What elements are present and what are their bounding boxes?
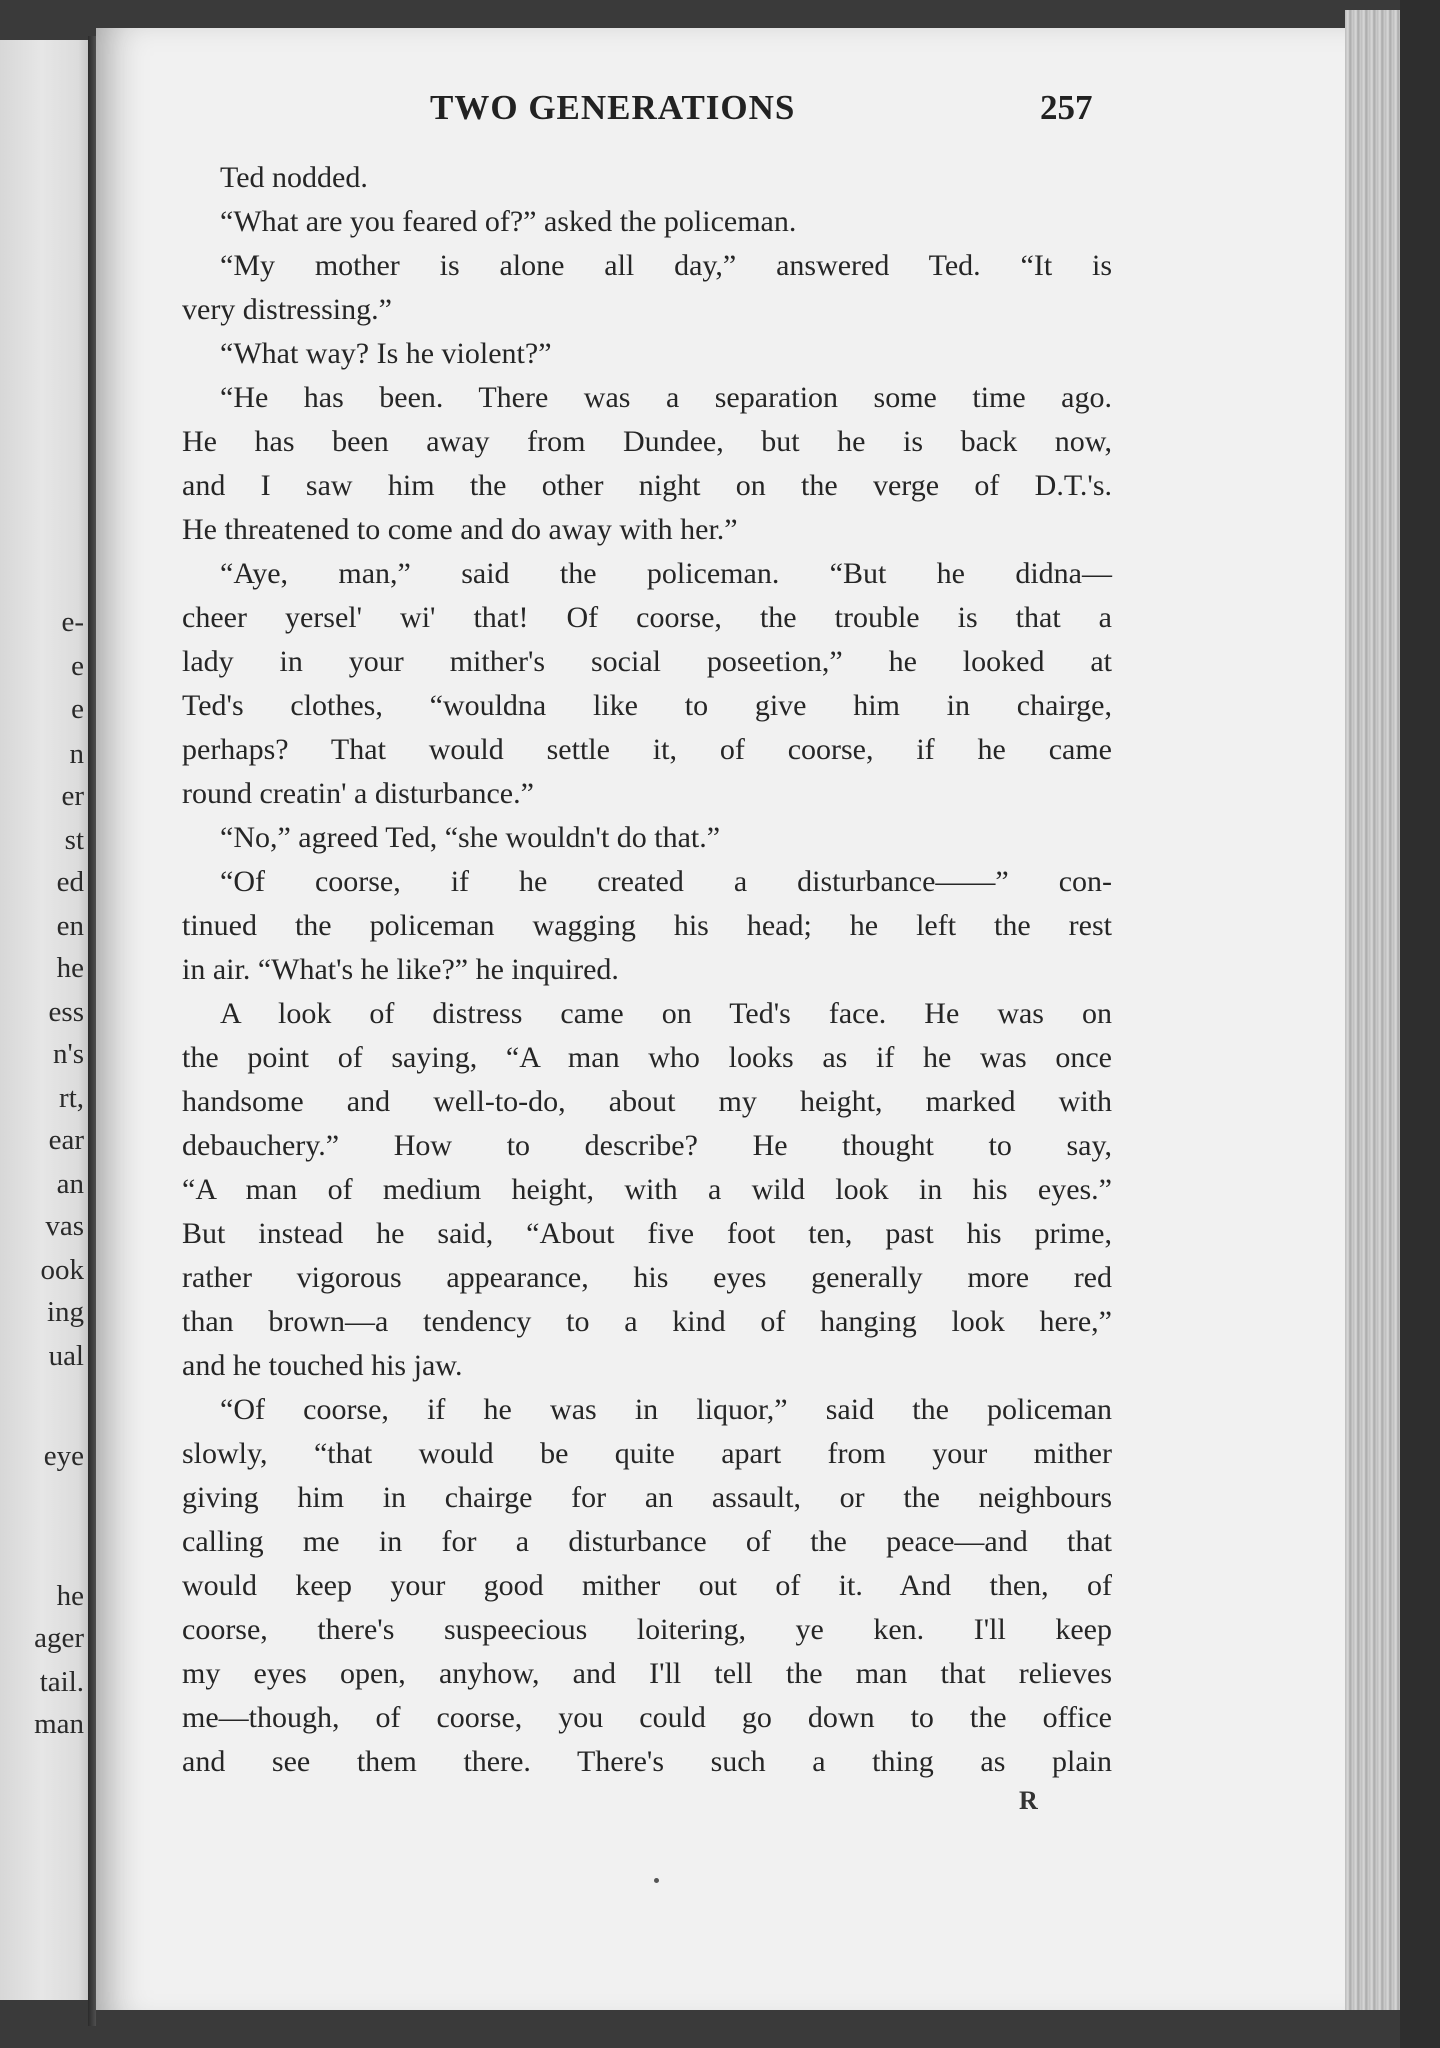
left-page-fragment: e: [71, 650, 84, 682]
text-line: “What are you feared of?” asked the policeman.: [220, 205, 797, 238]
left-page-fragment: an: [56, 1168, 84, 1200]
left-page-fragment: n's: [52, 1038, 84, 1070]
left-page-fragment: he: [56, 952, 84, 984]
text-line: “My mother is alone all day,” answered Ted. “It is: [220, 249, 1112, 282]
text-line: “What way? Is he violent?”: [220, 337, 552, 370]
text-line: slowly, “that would be quite apart from your mither: [182, 1437, 1112, 1470]
left-page-fragment: e: [71, 693, 84, 725]
left-page-fragment: tail.: [39, 1666, 84, 1698]
left-page-fragment: ual: [48, 1340, 84, 1372]
left-page-fragment: ing: [46, 1296, 84, 1328]
left-page-fragment: vas: [45, 1210, 84, 1242]
text-line: debauchery.” How to describe? He thought to say,: [182, 1129, 1112, 1162]
text-line: He threatened to come and do away with her.”: [182, 513, 738, 546]
left-page-fragment: man: [34, 1708, 84, 1740]
text-line: “A man of medium height, with a wild look in his eyes.”: [182, 1173, 1112, 1206]
left-page-fragment: ear: [48, 1124, 84, 1156]
paper-speck: [654, 1878, 659, 1883]
text-line: my eyes open, anyhow, and I'll tell the man that relieves: [182, 1657, 1112, 1690]
left-page-fragment: rt,: [59, 1082, 84, 1114]
text-line: He has been away from Dundee, but he is back now,: [182, 425, 1112, 458]
text-line: Ted's clothes, “wouldna like to give him in chairge,: [182, 689, 1112, 722]
text-line: and see them there. There's such a thing as plain: [182, 1745, 1112, 1778]
text-line: round creatin' a disturbance.”: [182, 777, 534, 810]
text-line: giving him in chairge for an assault, or the neighbours: [182, 1481, 1112, 1514]
page-number: 257: [1040, 88, 1093, 127]
page-header: [96, 88, 1366, 138]
left-page-fragment: eye: [43, 1440, 84, 1472]
text-line: lady in your mither's social poseetion,” he looked at: [182, 645, 1112, 678]
left-page-fragment: he: [56, 1580, 84, 1612]
left-page-fragment: en: [56, 910, 84, 942]
text-line: the point of saying, “A man who looks as if he was once: [182, 1041, 1112, 1074]
text-line: perhaps? That would settle it, of coorse, if he came: [182, 733, 1112, 766]
text-line: in air. “What's he like?” he inquired.: [182, 953, 619, 986]
text-line: and I saw him the other night on the verge of D.T.'s.: [182, 469, 1112, 502]
left-page-fragment: ed: [56, 866, 84, 898]
body-text: [182, 156, 1112, 1784]
left-page-fragment: e-: [61, 606, 84, 638]
text-line: very distressing.”: [182, 293, 392, 326]
running-title: TWO GENERATIONS: [430, 88, 796, 127]
text-line: me—though, of coorse, you could go down to the office: [182, 1701, 1112, 1734]
text-line: than brown—a tendency to a kind of hanging look here,”: [182, 1305, 1112, 1338]
text-line: A look of distress came on Ted's face. He was on: [220, 997, 1112, 1030]
left-page-fragment: ook: [40, 1254, 84, 1286]
text-line: tinued the policeman wagging his head; he left the rest: [182, 909, 1112, 942]
text-line: would keep your good mither out of it. And then, of: [182, 1569, 1112, 1602]
text-line: cheer yersel' wi' that! Of coorse, the trouble is that a: [182, 601, 1112, 634]
page-bottom-shadow: [96, 2010, 1396, 2048]
page-stack-edge: [1345, 10, 1401, 2010]
text-line: But instead he said, “About five foot ten, past his prime,: [182, 1217, 1112, 1250]
text-line: “Of coorse, if he created a disturbance——” con-: [220, 865, 1112, 898]
left-page-fragment: ager: [34, 1622, 84, 1654]
text-line: “Of coorse, if he was in liquor,” said the policeman: [220, 1393, 1112, 1426]
previous-page-edge: [0, 40, 92, 2000]
text-line: “He has been. There was a separation some time ago.: [220, 381, 1112, 414]
text-line: calling me in for a disturbance of the peace—and that: [182, 1525, 1112, 1558]
text-line: coorse, there's suspeecious loitering, ye ken. I'll keep: [182, 1613, 1112, 1646]
text-line: “Aye, man,” said the policeman. “But he didna—: [220, 557, 1112, 590]
text-line: “No,” agreed Ted, “she wouldn't do that.”: [220, 821, 721, 854]
text-line: Ted nodded.: [220, 161, 368, 194]
left-page-fragment: st: [64, 824, 84, 856]
signature-mark: R: [1019, 1786, 1038, 1815]
left-page-fragment: er: [61, 780, 84, 812]
text-line: handsome and well-to-do, about my height, marked with: [182, 1085, 1112, 1118]
book-cover-edge: [1400, 0, 1440, 2048]
left-page-fragment: ess: [48, 996, 84, 1028]
text-line: rather vigorous appearance, his eyes generally more red: [182, 1261, 1112, 1294]
left-page-fragment: n: [69, 738, 84, 770]
text-line: and he touched his jaw.: [182, 1349, 463, 1382]
